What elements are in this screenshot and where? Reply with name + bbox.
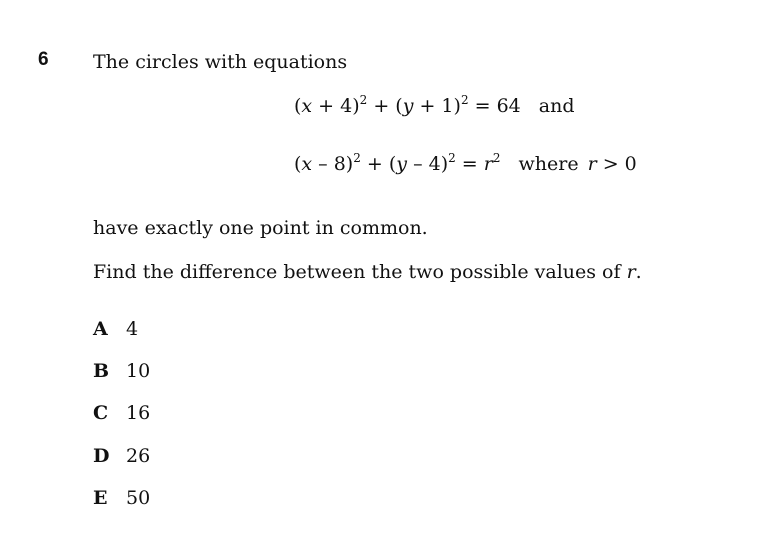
prompt-text: Find the difference between the two possible values of <box>93 261 627 283</box>
eq2-part: – 8) <box>312 153 354 175</box>
eq1-var-y: y <box>402 95 414 117</box>
option-value: 4 <box>126 318 139 340</box>
equation-2 <box>294 152 637 176</box>
eq1-part: = 64 <box>468 95 521 117</box>
eq2-cond-var: r <box>587 153 597 175</box>
eq2-part: + ( <box>360 153 397 175</box>
option-e[interactable] <box>93 486 150 510</box>
prompt-var: r <box>626 261 636 283</box>
eq1-exp: 2 <box>460 93 469 107</box>
eq2-exp: 2 <box>492 151 501 165</box>
option-value: 50 <box>126 487 151 509</box>
option-value: 26 <box>126 445 151 467</box>
eq2-part: = <box>455 153 484 175</box>
eq1-part: + 4) <box>312 95 360 117</box>
eq1-exp: 2 <box>359 93 368 107</box>
option-letter: E <box>93 487 108 509</box>
eq1-part: + 1) <box>413 95 461 117</box>
eq2-exp: 2 <box>353 151 361 165</box>
question-number: 6 <box>38 49 49 70</box>
option-c[interactable] <box>93 401 150 425</box>
question-prompt <box>93 260 642 284</box>
option-letter: D <box>93 445 110 467</box>
eq2-where: where <box>518 153 579 175</box>
eq2-var-x: x <box>301 153 313 175</box>
option-letter: A <box>93 318 108 340</box>
option-a[interactable] <box>93 317 138 341</box>
option-b[interactable] <box>93 359 150 383</box>
eq2-exp: 2 <box>448 151 456 165</box>
option-value: 16 <box>126 402 151 424</box>
eq2-var-y: y <box>396 153 408 175</box>
eq1-and: and <box>538 95 575 117</box>
eq2-part: – 4) <box>407 153 449 175</box>
option-d[interactable] <box>93 444 150 468</box>
eq1-part: + ( <box>367 95 403 117</box>
prompt-end: . <box>635 261 642 283</box>
eq1-var-x: x <box>301 95 313 117</box>
option-letter: B <box>93 360 110 382</box>
question-after: have exactly one point in common. <box>93 217 428 239</box>
eq2-var-r: r <box>483 153 493 175</box>
eq2-cond-rest: > 0 <box>596 153 637 175</box>
question-intro: The circles with equations <box>93 51 348 73</box>
equation-1 <box>294 94 575 118</box>
option-letter: C <box>93 402 109 424</box>
option-value: 10 <box>126 360 151 382</box>
eq1-part: ( <box>294 95 302 117</box>
eq2-part: ( <box>294 153 302 175</box>
